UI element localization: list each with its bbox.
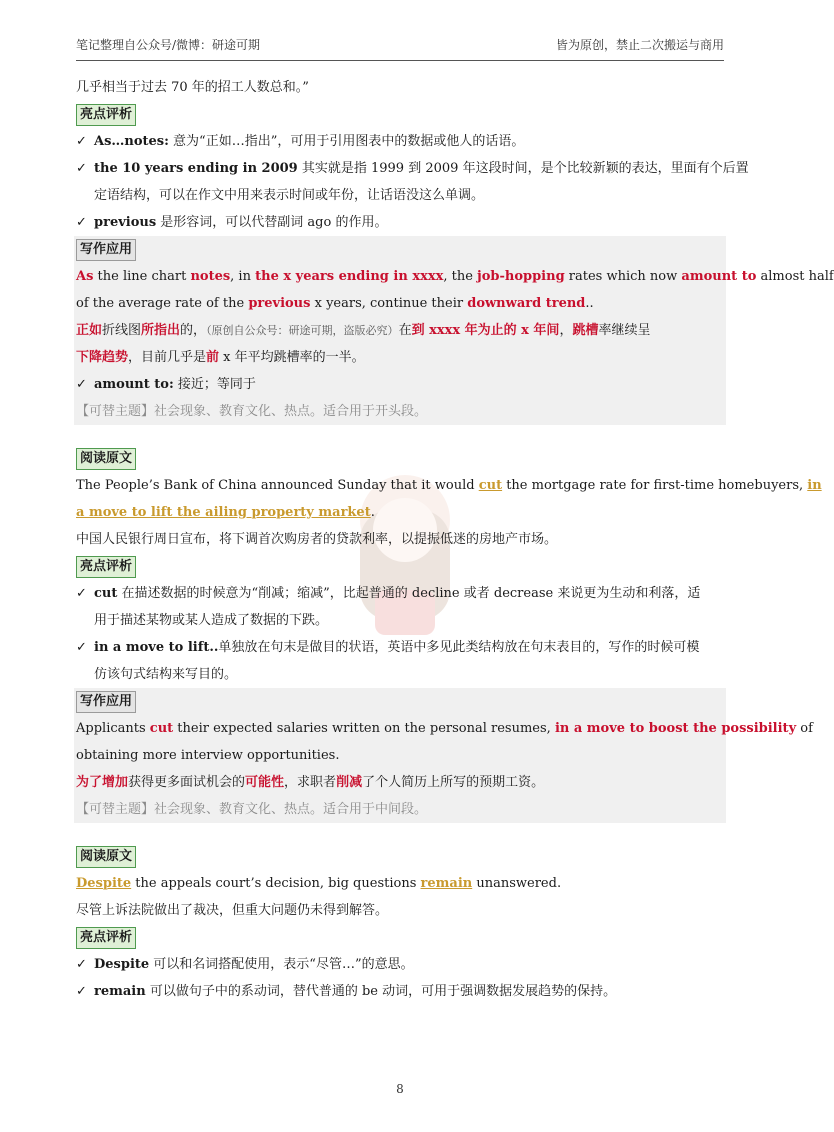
list-item-continuation: 仿该句式结构来写目的。 bbox=[94, 667, 238, 682]
list-item: ✓ the 10 years ending in 2009 其实就是指 1999 到 2009 年这段时间，是个比较新颖的表达，里面有个后置 bbox=[76, 155, 724, 182]
list-item: ✓ remain 可以做句子中的系动词，替代普通的 be 动词，可用于强调数据发展趋势的保持。 bbox=[76, 978, 724, 1005]
intro-line: 几乎相当于过去 70 年的招工人数总和。” bbox=[76, 80, 309, 95]
example-en-line: of the average rate of the previous x years, continue their downward trend.. bbox=[76, 296, 594, 311]
list-item: ✓ cut 在描述数据的时候意为“削减；缩减”，比起普通的 decline 或者 decrease 来说更为生动和利落，适 bbox=[76, 580, 724, 607]
page-content bbox=[76, 74, 834, 1005]
writing-tag: 写作应用 bbox=[76, 239, 136, 261]
example-en-line: obtaining more interview opportunities. bbox=[76, 748, 340, 763]
topics-line: 【可替主题】社会现象、教育文化、热点。适合用于中间段。 bbox=[76, 802, 428, 817]
writing-application-box bbox=[74, 688, 813, 823]
list-item: ✓ previous 是形容词，可以代替副词 ago 的作用。 bbox=[76, 209, 724, 236]
example-cn-line: 为了增加获得更多面试机会的可能性，求职者削减了个人简历上所写的预期工资。 bbox=[76, 775, 545, 790]
page-header bbox=[76, 36, 724, 56]
check-icon: ✓ bbox=[76, 957, 87, 972]
original-cn-line: 中国人民银行周日宣布，将下调首次购房者的贷款利率，以提振低迷的房地产市场。 bbox=[76, 532, 558, 547]
topics-line: 【可替主题】社会现象、教育文化、热点。适合用于开头段。 bbox=[76, 404, 428, 419]
original-en-line: The People’s Bank of China announced Sunday that it would cut the mortgage rate for first-time homebuyers, in bbox=[76, 478, 822, 493]
reading-tag: 阅读原文 bbox=[76, 448, 136, 470]
header-divider bbox=[76, 60, 724, 61]
reading-tag: 阅读原文 bbox=[76, 846, 136, 868]
example-cn-line: 正如折线图所指出的，（原创自公众号：研途可期，盗版必究）在到 xxxx 年为止的 x 年间，跳槽率继续呈 bbox=[76, 323, 651, 338]
example-en-line: As the line chart notes, in the x years ending in xxxx, the job-hopping rates which now amount to almost half bbox=[76, 269, 834, 284]
example-cn-line: 下降趋势，目前几乎是前 x 年平均跳槽率的一半。 bbox=[76, 350, 365, 365]
list-item: ✓ in a move to lift..单独放在句末是做目的状语，英语中多见此类结构放在句末表目的，写作的时候可模 bbox=[76, 634, 724, 661]
check-icon: ✓ bbox=[76, 134, 87, 149]
list-item: ✓ Despite 可以和名词搭配使用，表示“尽管…”的意思。 bbox=[76, 951, 724, 978]
header-left-text: 笔记整理自公众号/微博：研途可期 bbox=[76, 38, 261, 52]
writing-tag: 写作应用 bbox=[76, 691, 136, 713]
list-item: ✓ As…notes: 意为“正如…指出”，可用于引用图表中的数据或他人的话语。 bbox=[76, 128, 724, 155]
check-icon: ✓ bbox=[76, 377, 87, 392]
page-number: 8 bbox=[396, 1082, 404, 1096]
highlight-tag: 亮点评析 bbox=[76, 104, 136, 126]
highlight-tag: 亮点评析 bbox=[76, 927, 136, 949]
writing-application-box bbox=[74, 236, 834, 425]
check-icon: ✓ bbox=[76, 161, 87, 176]
example-en-line: Applicants cut their expected salaries written on the personal resumes, in a move to boost the possibility of bbox=[76, 721, 813, 736]
original-cn-line: 尽管上诉法院做出了裁决，但重大问题仍未得到解答。 bbox=[76, 903, 389, 918]
vocab-item: ✓ amount to: 接近；等同于 bbox=[76, 371, 724, 398]
check-icon: ✓ bbox=[76, 984, 87, 999]
check-icon: ✓ bbox=[76, 215, 87, 230]
list-item-continuation: 用于描述某物或某人造成了数据的下跌。 bbox=[94, 613, 329, 628]
header-right-text: 皆为原创，禁止二次搬运与商用 bbox=[555, 38, 724, 52]
check-icon: ✓ bbox=[76, 586, 87, 601]
original-en-line: Despite the appeals court’s decision, big questions remain unanswered. bbox=[76, 876, 562, 891]
original-en-line: a move to lift the ailing property market. bbox=[76, 505, 375, 520]
highlight-tag: 亮点评析 bbox=[76, 556, 136, 578]
list-item-continuation: 定语结构，可以在作文中用来表示时间或年份，让话语没这么单调。 bbox=[94, 188, 485, 203]
check-icon: ✓ bbox=[76, 640, 87, 655]
